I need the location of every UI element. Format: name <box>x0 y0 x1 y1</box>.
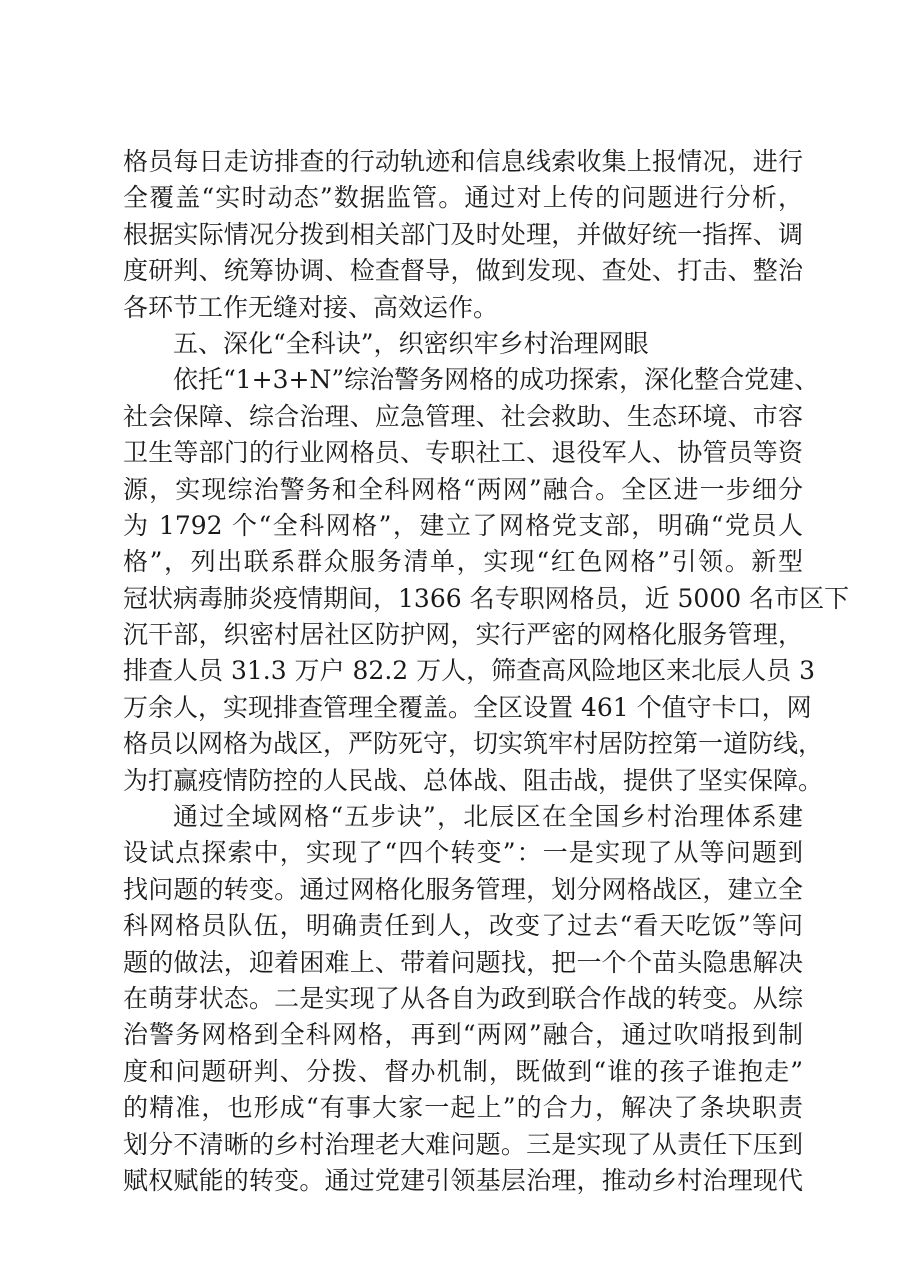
paragraph-3-line-9: 的精准，也形成“有事大家一起上”的合力，解决了条块职责 <box>123 1093 803 1123</box>
paragraph-1-line-4: 度研判、统筹协调、检查督导，做到发现、查处、打击、整治 <box>123 256 803 286</box>
paragraph-1-line-5: 各环节工作无缝对接、高效运作。 <box>123 292 499 322</box>
paragraph-3-line-10: 划分不清晰的乡村治理老大难问题。三是实现了从责任下压到 <box>123 1129 803 1159</box>
paragraph-2-line-9: 排查人员 31.3 万户 82.2 万人，筛查高风险地区来北辰人员 3 <box>123 656 815 686</box>
paragraph-2-line-6: 格”，列出联系群众服务清单，实现“红色网格”引领。新型 <box>123 547 803 577</box>
paragraph-2-line-8: 沉干部，织密村居社区防护网，实行严密的网格化服务管理， <box>123 620 803 650</box>
document-body <box>123 144 850 1199</box>
paragraph-3-line-1: 通过全域网格“五步诀”，北辰区在全国乡村治理体系建 <box>173 802 803 832</box>
paragraph-2-line-12: 为打赢疫情防控的人民战、总体战、阻击战，提供了坚实保障。 <box>123 765 824 795</box>
paragraph-2-line-2: 社会保障、综合治理、应急管理、社会救助、生态环境、市容 <box>123 401 803 431</box>
paragraph-2-line-11: 格员以网格为战区，严防死守，切实筑牢村居防控第一道防线， <box>123 729 824 759</box>
paragraph-3-line-3: 找问题的转变。通过网格化服务管理，划分网格战区，建立全 <box>123 874 803 904</box>
paragraph-3-line-7: 治警务网格到全科网格，再到“两网”融合，通过吹哨报到制 <box>123 1020 803 1050</box>
paragraph-1-line-1: 格员每日走访排查的行动轨迹和信息线索收集上报情况，进行 <box>123 147 803 176</box>
paragraph-3-line-8: 度和问题研判、分拨、督办机制，既做到“谁的孩子谁抱走” <box>123 1056 803 1086</box>
paragraph-2-line-4: 源，实现综治警务和全科网格“两网”融合。全区进一步细分 <box>123 474 803 504</box>
paragraph-3-line-2: 设试点探索中，实现了“四个转变”：一是实现了从等问题到 <box>123 838 803 868</box>
paragraph-3-line-4: 科网格员队伍，明确责任到人，改变了过去“看天吃饭”等问 <box>123 911 803 941</box>
paragraph-2-line-3: 卫生等部门的行业网格员、专职社工、退役军人、协管员等资 <box>123 438 803 468</box>
paragraph-1-line-2: 全覆盖“实时动态”数据监管。通过对上传的问题进行分析， <box>123 183 803 213</box>
paragraph-3-line-11: 赋权赋能的转变。通过党建引领基层治理，推动乡村治理现代 <box>123 1165 803 1195</box>
paragraph-2-line-1: 依托“1+3+N”综治警务网格的成功探索，深化整合党建、 <box>173 365 820 395</box>
paragraph-3-line-6: 在萌芽状态。二是实现了从各自为政到联合作战的转变。从综 <box>123 983 803 1013</box>
paragraph-3-line-5: 题的做法，迎着困难上、带着问题找，把一个个苗头隐患解决 <box>123 947 803 977</box>
section-heading: 五、深化“全科诀”，织密织牢乡村治理网眼 <box>173 328 649 358</box>
paragraph-1-line-3: 根据实际情况分拨到相关部门及时处理，并做好统一指挥、调 <box>123 219 803 249</box>
paragraph-2-line-10: 万余人，实现排查管理全覆盖。全区设置 461 个值守卡口，网 <box>123 692 812 722</box>
paragraph-2-line-7: 冠状病毒肺炎疫情期间，1366 名专职网格员，近 5000 名市区下 <box>123 583 850 613</box>
paragraph-2-line-5: 为 1792 个“全科网格”，建立了网格党支部，明确“党员人 <box>123 510 803 540</box>
